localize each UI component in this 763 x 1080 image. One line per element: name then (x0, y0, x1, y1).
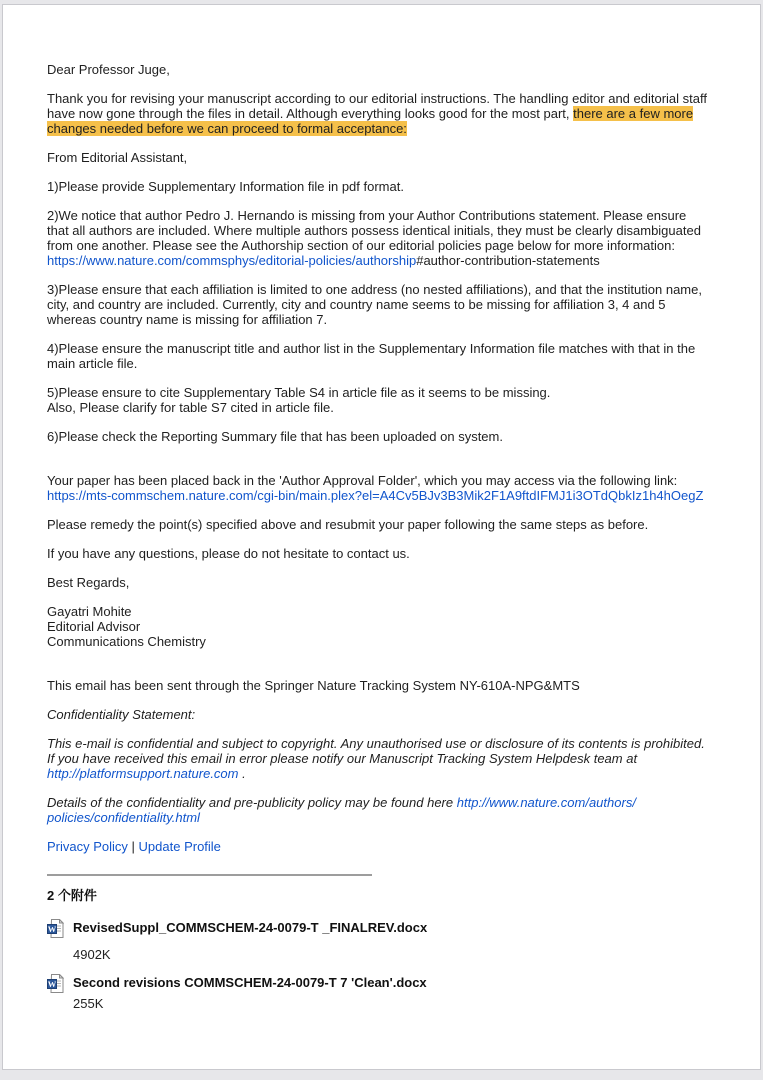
text-segment: Gayatri Mohite (47, 604, 132, 619)
text-segment: 3)Please ensure that each affiliation is limited to one address (no nested affiliations), and that the institution name, city, and country are included. Currently, city and country name seems to be missing for affiliation 3, 4 and 5 whereas country name is missing for affiliation 7. (47, 282, 702, 327)
text-segment: Confidentiality Statement: (47, 707, 196, 722)
attachment-name: Second revisions COMMSCHEM-24-0079-T 7 'Clean'.docx (73, 975, 427, 990)
word-doc-icon (47, 919, 64, 941)
attachment-row[interactable] (47, 920, 707, 962)
text-segment: This email has been sent through the Springer Nature Tracking System NY-610A-NPG&MTS (47, 678, 580, 693)
text-segment: From Editorial Assistant, (47, 150, 188, 165)
intro-paragraph (47, 91, 707, 136)
platform-support-link[interactable]: http://platformsupport.nature.com (47, 766, 239, 781)
text-segment: 6)Please check the Reporting Summary file that has been uploaded on system. (47, 429, 503, 444)
svg-text:W: W (47, 978, 57, 989)
attachment-name: RevisedSuppl_COMMSCHEM-24-0079-T _FINALREV.docx (73, 920, 428, 935)
remedy-paragraph (47, 517, 707, 532)
text-segment: Also, Please clarify for table S7 cited in article file. (47, 400, 334, 415)
signature (47, 604, 707, 649)
footer-links (47, 839, 707, 854)
from-line (47, 150, 707, 165)
privacy-policy-link[interactable]: Privacy Policy (47, 839, 128, 854)
point-5 (47, 385, 707, 415)
prepublicity-paragraph (47, 795, 707, 825)
point-2 (47, 208, 707, 268)
attachments-count: 2 个附件 (47, 888, 97, 903)
confidentiality-policy-link[interactable]: http://www.nature.com/authors/ (456, 795, 636, 810)
authorship-policy-link[interactable]: https://www.nature.com/commsphys/editorial-policies/authorship (47, 253, 417, 268)
attachments-divider (47, 874, 372, 876)
text-segment: 4)Please ensure the manuscript title and author list in the Supplementary Information file matches with that in the main article file. (47, 341, 696, 371)
point-1 (47, 179, 707, 194)
text-segment: . (238, 766, 246, 781)
text-segment: 5)Please ensure to cite Supplementary Table S4 in article file as it seems to be missing. (47, 385, 551, 400)
text-segment: Communications Chemistry (47, 634, 206, 649)
text-segment: Thank you for revising your manuscript according to our editorial instructions. The handling editor and editorial staff have now gone through the files in detail. Although everything looks good for the most part, (47, 91, 707, 121)
attachment-row[interactable] (47, 975, 707, 1011)
confidentiality-heading (47, 707, 707, 722)
update-profile-link[interactable]: Update Profile (138, 839, 221, 854)
text-segment: This e-mail is confidential and subject to copyright. Any unauthorised use or disclosure of its contents is prohibited. If you have received this email in error please notify our Manuscript Tracking System Helpdesk team at (47, 736, 705, 766)
confidentiality-policy-link-2[interactable]: policies/confidentiality.html (47, 810, 200, 825)
tracking-system-line (47, 678, 707, 693)
closing (47, 575, 707, 590)
text-segment: 2)We notice that author Pedro J. Hernando is missing from your Author Contributions statement. Please ensure that all authors are included. Where multiple authors possess identical initials, they must be clearly disambiguated from one another. Please see the Authorship section of our editorial policies page below for more information: (47, 208, 701, 253)
email-body (47, 62, 707, 854)
text-segment: Dear Professor Juge, (47, 62, 170, 77)
email-content (3, 5, 760, 1041)
approval-folder-paragraph (47, 473, 707, 503)
text-segment: 1)Please provide Supplementary Information file in pdf format. (47, 179, 404, 194)
text-segment: Editorial Advisor (47, 619, 141, 634)
text-segment: | (127, 839, 139, 854)
text-segment: Your paper has been placed back in the 'Author Approval Folder', which you may access via the following link: (47, 473, 678, 488)
attachment-size: 255K (73, 996, 104, 1011)
text-segment: there are a few more changes needed before we can proceed to formal acceptance: (47, 106, 694, 136)
text-segment: Best Regards, (47, 575, 130, 590)
attachments-section (47, 874, 707, 1011)
text-segment: Please remedy the point(s) specified above and resubmit your paper following the same steps as before. (47, 517, 649, 532)
point-3 (47, 282, 707, 327)
point-6 (47, 429, 707, 444)
text-segment: If you have any questions, please do not hesitate to contact us. (47, 546, 410, 561)
author-approval-folder-link[interactable]: https://mts-commschem.nature.com/cgi-bin/main.plex?el=A4Cv5BJv3B3Mik2F1A9ftdIFMJ1i3OTdQbkIz1h4hOegZ (47, 488, 704, 503)
greeting (47, 62, 707, 77)
svg-text:W: W (47, 923, 57, 934)
email-page (2, 4, 761, 1070)
text-segment: Details of the confidentiality and pre-publicity policy may be found here (47, 795, 457, 810)
questions-paragraph (47, 546, 707, 561)
confidentiality-paragraph (47, 736, 707, 781)
text-segment: #author-contribution-statements (416, 253, 600, 268)
point-4 (47, 341, 707, 371)
attachment-size: 4902K (73, 947, 111, 962)
word-doc-icon (47, 974, 64, 996)
